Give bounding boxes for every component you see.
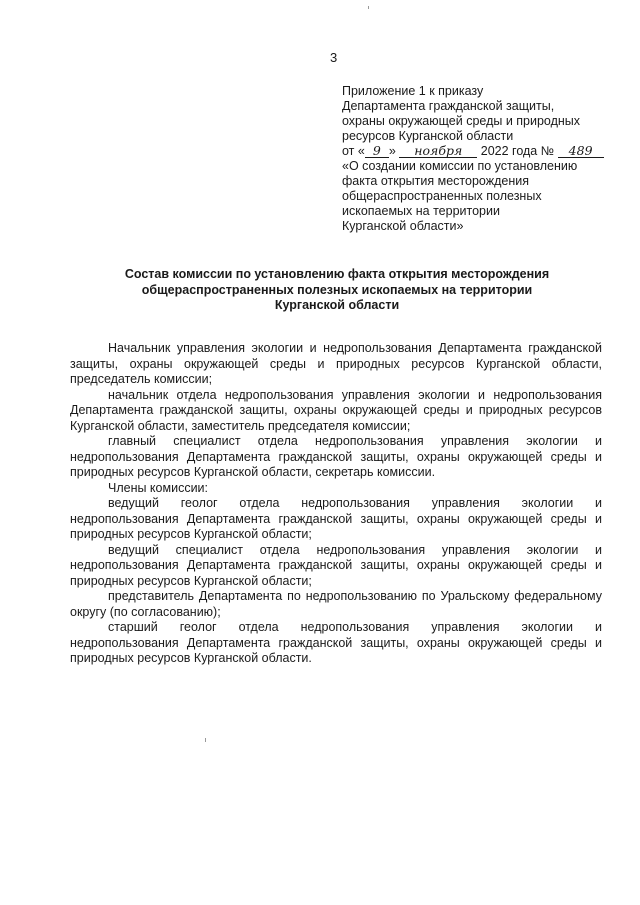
appendix-line: Приложение 1 к приказу	[342, 84, 484, 98]
handwritten-month: ноября	[399, 145, 477, 158]
title-line: Состав комиссии по установлению факта открытия месторождения	[124, 267, 550, 281]
document-title	[70, 267, 604, 314]
appendix-line: Департамента гражданской защиты,	[342, 99, 555, 113]
handwritten-order-number: 489	[558, 145, 604, 158]
order-subject-line: факта открытия месторождения	[342, 174, 529, 188]
date-mid: »	[388, 144, 396, 158]
order-subject-line: Курганской области»	[342, 219, 464, 233]
page-number: 3	[330, 50, 338, 65]
deputy-chairman-paragraph: начальник отдела недропользования управления экологии и недропользования Департамента гражданской защиты, охраны окружающей среды и природных ресурсов Курганской области, заместитель председателя комиссии;	[70, 387, 602, 433]
order-subject-line: ископаемых на территории	[342, 204, 500, 218]
title-line: общераспространенных полезных ископаемых на территории	[141, 282, 533, 297]
member-paragraph: ведущий геолог отдела недропользования управления экологии и недропользования Департамента гражданской защиты, охраны окружающей среды и природных ресурсов Курганской области;	[70, 496, 602, 541]
date-prefix: от «	[342, 144, 365, 158]
scan-speck	[368, 6, 369, 9]
appendix-header	[342, 84, 622, 234]
date-year-text: 2022 года №	[480, 144, 555, 158]
member-paragraph: ведущий специалист отдела недропользования управления экологии и недропользования Департамента гражданской защиты, охраны окружающей среды и природных ресурсов Курганской области;	[70, 542, 602, 588]
order-subject-line: общераспространенных полезных	[342, 189, 542, 203]
commission-members-list	[70, 341, 602, 667]
appendix-line: ресурсов Курганской области	[342, 129, 514, 143]
member-paragraph: представитель Департамента по недропользованию по Уральскому федеральному округу (по согласованию);	[70, 589, 602, 619]
title-line: Курганской области	[274, 298, 400, 312]
order-subject-line: «О создании комиссии по установлению	[342, 159, 578, 173]
secretary-paragraph: главный специалист отдела недропользования управления экологии и недропользования Департамента гражданской защиты, охраны окружающей среды и природных ресурсов Курганской области, секретарь комиссии.	[70, 434, 602, 479]
member-paragraph: старший геолог отдела недропользования управления экологии и недропользования Департамента гражданской защиты, охраны окружающей среды и природных ресурсов Курганской области.	[70, 620, 602, 665]
members-heading: Члены комиссии:	[108, 480, 209, 495]
scan-speck	[205, 738, 206, 742]
handwritten-day: 9	[365, 145, 389, 158]
chairman-paragraph: Начальник управления экологии и недропользования Департамента гражданской защиты, охраны окружающей среды и природных ресурсов Курганской области, председатель комиссии;	[70, 341, 602, 386]
appendix-line: охраны окружающей среды и природных	[342, 114, 581, 128]
order-date-line	[342, 144, 622, 159]
